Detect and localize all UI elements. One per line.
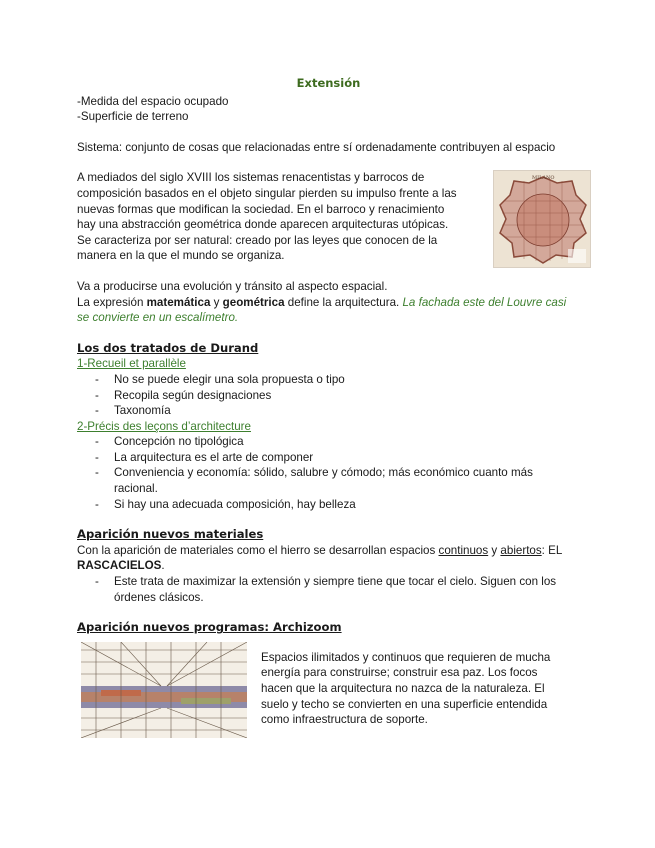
archizoom-line: como infraestructura de soporte. [261, 713, 428, 727]
materials-paragraph: Con la aparición de materiales como el hierro se desarrollan espacios continuos y abiertos: EL RASCACIELOS. [77, 543, 562, 573]
list-item: - Este trata de maximizar la extensión y siempre tiene que tocar el cielo. Siguen con los órdenes clásicos. [77, 574, 577, 605]
archizoom-section [77, 642, 577, 728]
map-label: MILANO [532, 175, 555, 182]
programs-heading: Aparición nuevos programas: Archizoom [77, 620, 342, 635]
archizoom-line: suelo y techo se convierten en una superficie entendida [261, 697, 548, 711]
para1-line: Se caracteriza por ser natural: creado por las leyes que conocen de la [77, 233, 438, 247]
para1-line: composición basados en el objeto singular pierden su impulso frente a las [77, 186, 457, 200]
louvre-note: La fachada este del Louvre casi se convierte en un escalímetro. [77, 295, 567, 325]
para1-line: hay una abstracción geométrica donde aparecen arquitecturas utópicas. [77, 218, 449, 232]
list-item: - No se puede elegir una sola propuesta o tipo [77, 372, 577, 388]
para2-line1: Va a producirse una evolución y tránsito al aspecto espacial. [77, 279, 388, 293]
precis-subheading: 2-Précis des leçons d’architecture [77, 419, 251, 433]
archizoom-image [81, 642, 247, 738]
recueil-subheading: 1-Recueil et parallèle [77, 357, 186, 371]
para1-line: manera en la que el mundo se organiza. [77, 249, 285, 263]
materials-list [77, 574, 577, 605]
list-item: - La arquitectura es el arte de componer [77, 450, 577, 466]
list-item: - Concepción no tipológica [77, 434, 577, 450]
list-item: - Si hay una adecuada composición, hay belleza [77, 497, 577, 513]
list-item: - Taxonomía [77, 403, 577, 419]
document-page [77, 76, 577, 728]
milan-map-image [493, 170, 591, 268]
recueil-list [77, 372, 577, 419]
intro-line-2: -Superficie de terreno [77, 110, 189, 124]
page-title: Extensión [296, 76, 361, 90]
durand-heading: Los dos tratados de Durand [77, 340, 259, 355]
baroque-paragraph [77, 170, 577, 264]
archizoom-line: hacen que la arquitectura no nazca de la naturaleza. El [261, 682, 545, 695]
list-item: - Recopila según designaciones [77, 388, 577, 404]
archizoom-line: Espacios ilimitados y continuos que requieren de mucha [261, 650, 551, 664]
intro-line-1: -Medida del espacio ocupado [77, 94, 229, 108]
archizoom-line: energía para construirse; construir esa paz. Los focos [261, 666, 538, 680]
system-definition: Sistema: conjunto de cosas que relacionadas entre sí ordenadamente contribuyen al espacio [77, 140, 556, 154]
para1-line: nuevas formas que modifican la sociedad. En el barroco y renacimiento [77, 202, 445, 216]
precis-list [77, 434, 577, 512]
materials-heading: Aparición nuevos materiales [77, 527, 264, 542]
expression-paragraph: La expresión matemática y geométrica define la arquitectura. La fachada este del Louvre casi se convierte en un escalímetro. [77, 295, 567, 325]
list-item: - Conveniencia y economía: sólido, salubre y cómodo; más económico cuanto más racional. [77, 465, 577, 496]
para1-line: A mediados del siglo XVIII los sistemas renacentistas y barrocos de [77, 171, 425, 185]
